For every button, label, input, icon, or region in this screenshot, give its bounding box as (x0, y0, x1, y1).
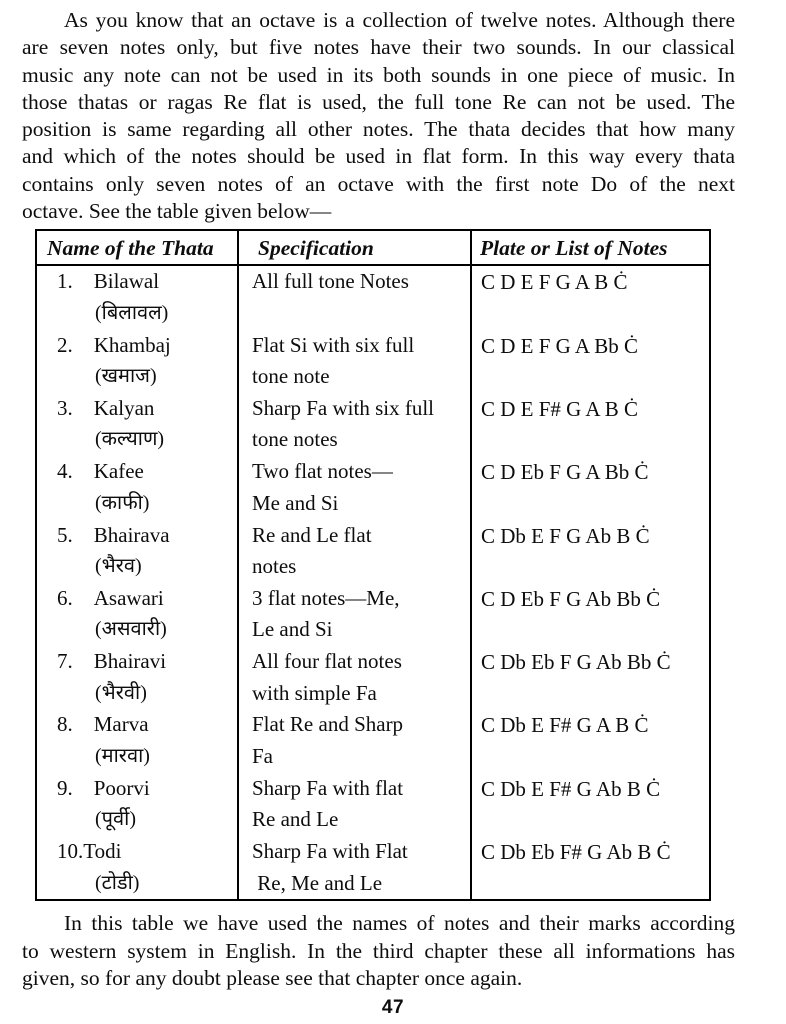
thata-name: 4. Kafee (57, 459, 144, 484)
notes-cell (470, 330, 709, 393)
thata-name: 1. Bilawal (57, 269, 160, 294)
notes-cell (470, 709, 709, 772)
intro-paragraph (0, 0, 786, 225)
thata-name-hindi: (टोडी) (95, 871, 140, 894)
thata-name-hindi: (खमाज) (95, 365, 157, 388)
closing-paragraph (0, 910, 786, 992)
specification-cell (237, 456, 470, 519)
thata-name-hindi: (भैरव) (95, 555, 142, 578)
specification-cell (237, 709, 470, 772)
specification-cell (237, 520, 470, 583)
paragraph-line: are seven notes only, but five notes have their two sounds. In our classical (22, 35, 735, 60)
page-number: 47 (381, 997, 405, 1019)
thata-name-cell (37, 456, 237, 519)
specification-line: 3 flat notes—Me, (252, 585, 400, 610)
specification-cell (237, 393, 470, 456)
note-list: C D Eb F G A Bb Ċ (481, 460, 649, 485)
paragraph-line: music any note can not be used in its both sounds in one piece of music. In (22, 62, 735, 87)
column-header-specification: Specification (237, 231, 470, 266)
thata-name: 8. Marva (57, 712, 149, 737)
thata-name-hindi: (कल्याण) (95, 428, 165, 451)
specification-line: All four flat notes (252, 649, 402, 674)
thata-name-cell (37, 773, 237, 836)
notes-cell (470, 520, 709, 583)
paragraph-line: In this table we have used the names of notes and their marks according (64, 911, 735, 936)
specification-line: with simple Fa (252, 680, 377, 705)
specification-cell (237, 836, 470, 899)
specification-line: Sharp Fa with Flat (252, 839, 408, 864)
thata-name-hindi: (काफी) (95, 491, 150, 514)
specification-line: tone note (252, 364, 330, 389)
note-list: C Db E F G Ab B Ċ (481, 523, 650, 548)
specification-line: Two flat notes— (252, 459, 393, 484)
thata-name-cell (37, 709, 237, 772)
thata-name-hindi: (मारवा) (95, 744, 150, 767)
note-list: C Db Eb F# G Ab B Ċ (481, 840, 671, 865)
notes-cell (470, 583, 709, 646)
thata-name: 2. Khambaj (57, 332, 171, 357)
thata-name-hindi: (भैरवी) (95, 681, 147, 704)
specification-cell (237, 583, 470, 646)
paragraph-line: octave. See the table given below— (22, 199, 332, 224)
thata-name-cell (37, 393, 237, 456)
paragraph-line: to western system in English. In the third chapter these all informations has (22, 938, 735, 963)
note-list: C D E F G A Bb Ċ (481, 333, 638, 358)
paragraph-line: and which of the notes should be used in flat form. In this way every thata (22, 144, 735, 169)
paragraph-line: As you know that an octave is a collection of twelve notes. Although there (64, 8, 735, 32)
specification-cell (237, 646, 470, 709)
specification-line: Le and Si (252, 617, 333, 642)
notes-cell (470, 393, 709, 456)
notes-cell (470, 646, 709, 709)
specification-line: Re and Le (252, 807, 339, 832)
thata-name: 5. Bhairava (57, 522, 170, 547)
specification-line: Sharp Fa with six full (252, 395, 434, 420)
thata-name: 9. Poorvi (57, 775, 150, 800)
thata-name-hindi: (असवारी) (95, 618, 167, 641)
notes-cell (470, 456, 709, 519)
specification-line: Fa (252, 743, 273, 768)
thata-name-cell (37, 266, 237, 329)
paragraph-line: given, so for any doubt please see that chapter once again. (22, 965, 523, 990)
thata-name-cell (37, 520, 237, 583)
note-list: C D Eb F G Ab Bb Ċ (481, 586, 661, 611)
specification-line: Flat Si with six full (252, 332, 415, 357)
paragraph-line: those thatas or ragas Re flat is used, the full tone Re can not be used. The (22, 89, 735, 114)
column-header-thata-name: Name of the Thata (37, 231, 237, 266)
paragraph-line: position is same regarding all other notes. The thata decides that how many (22, 117, 735, 142)
specification-line: All full tone Notes (252, 269, 409, 294)
specification-line: Me and Si (252, 490, 339, 515)
note-list: C D E F# G A B Ċ (481, 396, 638, 421)
thata-name-cell (37, 330, 237, 393)
specification-cell (237, 330, 470, 393)
thata-name-cell (37, 583, 237, 646)
notes-cell (470, 836, 709, 899)
thata-table (35, 229, 711, 901)
thata-name: 7. Bhairavi (57, 649, 167, 674)
specification-line: notes (252, 554, 297, 579)
note-list: C D E F G A B Ċ (481, 270, 628, 295)
thata-name: 6. Asawari (57, 585, 164, 610)
column-header-notes: Plate or List of Notes (470, 231, 709, 266)
specification-cell (237, 266, 470, 329)
notes-cell (470, 773, 709, 836)
note-list: C Db E F# G Ab B Ċ (481, 776, 661, 801)
specification-line: Flat Re and Sharp (252, 712, 404, 737)
specification-line: Sharp Fa with flat (252, 775, 404, 800)
note-list: C Db Eb F G Ab Bb Ċ (481, 650, 671, 675)
specification-line: Re and Le flat (252, 522, 372, 547)
thata-name: 10.Todi (57, 839, 122, 864)
thata-name-hindi: (बिलावल) (95, 301, 169, 324)
paragraph-line: contains only seven notes of an octave with the first note Do of the next (22, 171, 735, 196)
thata-name-cell (37, 836, 237, 899)
thata-name-cell (37, 646, 237, 709)
thata-name: 3. Kalyan (57, 395, 155, 420)
thata-name-hindi: (पूर्वी) (95, 808, 136, 831)
notes-cell (470, 266, 709, 329)
note-list: C Db E F# G A B Ċ (481, 713, 649, 738)
specification-line: Re, Me and Le (252, 870, 383, 895)
specification-cell (237, 773, 470, 836)
specification-line: tone notes (252, 427, 338, 452)
